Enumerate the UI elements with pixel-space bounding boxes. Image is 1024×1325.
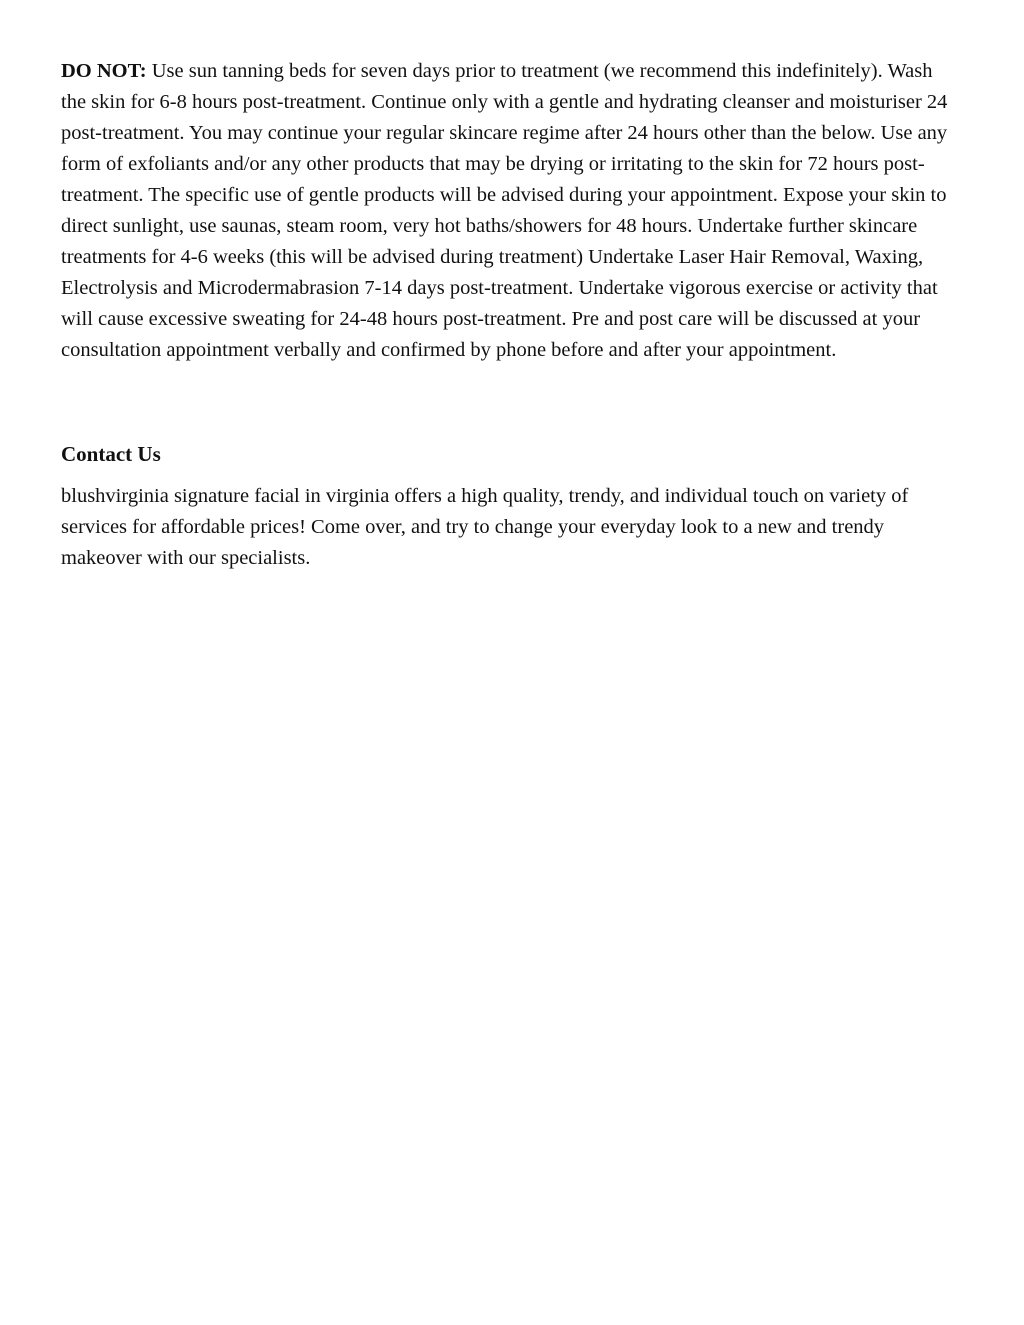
contact-heading: Contact Us <box>61 442 161 466</box>
document-page <box>61 56 956 574</box>
do-not-label: DO NOT: <box>61 60 147 82</box>
do-not-text: Use sun tanning beds for seven days prior to treatment (we recommend this indefinitely). Wash the skin for 6-8 hours post-treatment. Continue only with a gentle and hydrating cleanser and moisturiser 24 post-treatment. You may continue your regular skincare regime after 24 hours other than the below. Use any form of exfoliants and/or any other products that may be drying or irritating to the skin for 72 hours post-treatment. The specific use of gentle products will be advised during your appointment. Expose your skin to direct sunlight, use saunas, steam room, very hot baths/showers for 48 hours. Undertake further skincare treatments for 4-6 weeks (this will be advised during treatment) Undertake Laser Hair Removal, Waxing, Electrolysis and Microdermabrasion 7-14 days post-treatment. Undertake vigorous exercise or activity that will cause excessive sweating for 24-48 hours post-treatment. Pre and post care will be discussed at your consultation appointment verbally and confirmed by phone before and after your appointment. <box>61 60 948 361</box>
contact-paragraph: blushvirginia signature facial in virginia offers a high quality, trendy, and individual touch on variety of services for affordable prices! Come over, and try to change your everyday look to a new and trendy makeover with our specialists. <box>61 485 909 569</box>
do-not-paragraph <box>61 56 956 366</box>
